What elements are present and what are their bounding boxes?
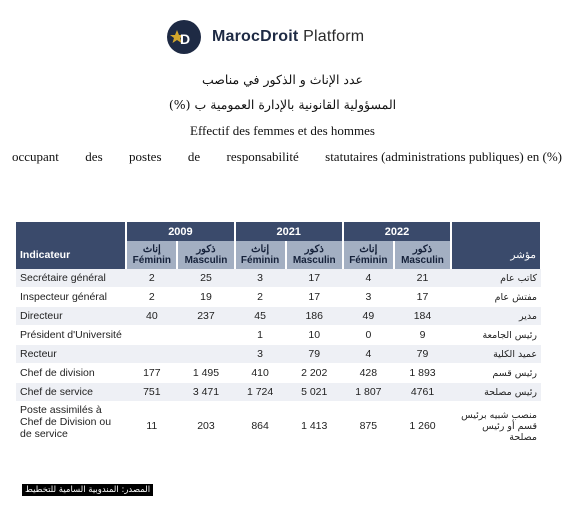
row-indicator-fr: Inspecteur général	[16, 288, 126, 307]
cell-male: 10	[286, 326, 343, 345]
cell-female: 864	[235, 402, 286, 451]
cell-female: 1 807	[343, 383, 394, 402]
source-note: المصدر: المندوبية السامية للتخطيط	[22, 484, 153, 496]
year-header: 2021	[235, 222, 343, 241]
table-row	[16, 326, 541, 345]
cell-female: 2	[126, 288, 177, 307]
cell-male: 17	[286, 288, 343, 307]
cell-male: 19	[177, 288, 234, 307]
row-indicator-ar: مدير	[451, 307, 541, 326]
cell-male: 79	[394, 345, 451, 364]
cell-male: 17	[394, 288, 451, 307]
row-indicator-fr: Directeur	[16, 307, 126, 326]
cell-male: 1 893	[394, 364, 451, 383]
table-row	[16, 383, 541, 402]
cell-female: 49	[343, 307, 394, 326]
cell-male: 9	[394, 326, 451, 345]
female-header: إناث Féminin	[126, 241, 177, 269]
cell-female: 40	[126, 307, 177, 326]
title-french-line1: Effectif des femmes et des hommes	[190, 123, 375, 138]
cell-male: 17	[286, 269, 343, 288]
cell-male: 1 413	[286, 402, 343, 451]
table-row	[16, 402, 541, 451]
row-indicator-fr: Secrétaire général	[16, 269, 126, 288]
title-word: des	[85, 149, 103, 164]
male-header: ذكور Masculin	[177, 241, 234, 269]
cell-male: 1 260	[394, 402, 451, 451]
cell-male: 1 495	[177, 364, 234, 383]
row-indicator-ar: رئيس الجامعة	[451, 326, 541, 345]
cell-female: 0	[343, 326, 394, 345]
table-row	[16, 364, 541, 383]
row-indicator-fr: Président d'Université	[16, 326, 126, 345]
cell-female: 4	[343, 269, 394, 288]
title-word: occupant	[12, 149, 59, 164]
title-word: postes	[129, 149, 162, 164]
cell-female: 1	[235, 326, 286, 345]
table-row	[16, 345, 541, 364]
title-word: statutaires (administrations publiques) en (%)	[325, 149, 562, 164]
year-header: 2022	[343, 222, 451, 241]
cell-male: 184	[394, 307, 451, 326]
female-header: إناث Féminin	[343, 241, 394, 269]
header-blank	[16, 222, 126, 241]
cell-male	[177, 345, 234, 364]
cell-female: 3	[343, 288, 394, 307]
logo-text	[212, 28, 364, 46]
marocdroit-logo-icon	[166, 19, 202, 55]
cell-male: 237	[177, 307, 234, 326]
cell-male: 25	[177, 269, 234, 288]
logo-brand: MarocDroit	[212, 28, 299, 45]
data-table	[16, 222, 542, 451]
row-indicator-ar: منصب شبيه برئيس قسم أو رئيس مصلحة	[451, 402, 541, 451]
year-header: 2009	[126, 222, 234, 241]
cell-female: 751	[126, 383, 177, 402]
svg-text:D: D	[180, 31, 191, 47]
row-indicator-ar: رئيس قسم	[451, 364, 541, 383]
male-header: ذكور Masculin	[394, 241, 451, 269]
indicator-header: Indicateur	[16, 241, 126, 269]
cell-female	[126, 326, 177, 345]
cell-male: 186	[286, 307, 343, 326]
cell-female: 3	[235, 345, 286, 364]
cell-female: 4	[343, 345, 394, 364]
cell-male: 21	[394, 269, 451, 288]
cell-female: 3	[235, 269, 286, 288]
cell-female: 2	[126, 269, 177, 288]
cell-male: 3 471	[177, 383, 234, 402]
cell-female: 875	[343, 402, 394, 451]
male-header: ذكور Masculin	[286, 241, 343, 269]
cell-female: 177	[126, 364, 177, 383]
row-indicator-fr: Poste assimilés à Chef de Division ou de service	[16, 402, 126, 451]
title-french-line2	[12, 149, 562, 165]
female-header: إناث Féminin	[235, 241, 286, 269]
title-word: responsabilité	[226, 149, 299, 164]
title-arabic-line2: المسؤولية القانونية بالإدارة العمومية ب (%)	[168, 97, 397, 112]
cell-male	[177, 326, 234, 345]
table-row	[16, 288, 541, 307]
cell-female: 1 724	[235, 383, 286, 402]
header-blank	[451, 222, 541, 241]
cell-male: 2 202	[286, 364, 343, 383]
logo	[166, 18, 364, 56]
cell-female: 410	[235, 364, 286, 383]
cell-male: 203	[177, 402, 234, 451]
row-indicator-ar: مفتش عام	[451, 288, 541, 307]
title-arabic-line1: عدد الإناث و الذكور في مناصب	[202, 72, 363, 87]
cell-female	[126, 345, 177, 364]
row-indicator-fr: Chef de service	[16, 383, 126, 402]
cell-male: 79	[286, 345, 343, 364]
row-indicator-ar: عميد الكلية	[451, 345, 541, 364]
cell-female: 45	[235, 307, 286, 326]
cell-male: 5 021	[286, 383, 343, 402]
title-word: de	[187, 149, 201, 164]
arabic-indicator-header: مؤشر	[451, 241, 541, 269]
row-indicator-ar: كاتب عام	[451, 269, 541, 288]
cell-male: 4761	[394, 383, 451, 402]
row-indicator-ar: رئيس مصلحة	[451, 383, 541, 402]
row-indicator-fr: Recteur	[16, 345, 126, 364]
logo-suffix: Platform	[303, 28, 365, 45]
table-row	[16, 269, 541, 288]
table-row	[16, 307, 541, 326]
cell-female: 2	[235, 288, 286, 307]
row-indicator-fr: Chef de division	[16, 364, 126, 383]
cell-female: 428	[343, 364, 394, 383]
cell-female: 11	[126, 402, 177, 451]
